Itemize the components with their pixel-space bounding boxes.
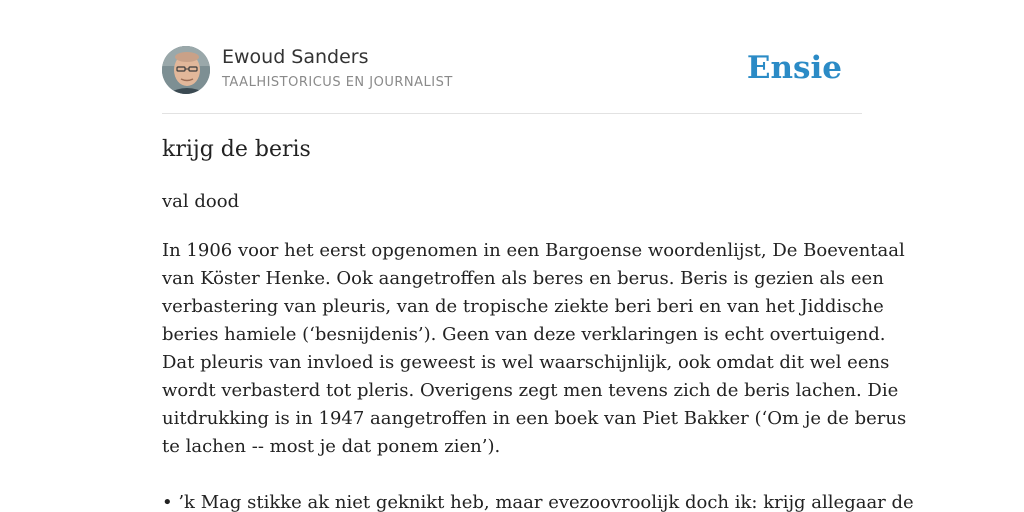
- example-quote: • ’k Mag stikke ak niet geknikt heb, maar evezoovroolijk doch ik: krijg allegaar de: [162, 492, 914, 512]
- author-avatar[interactable]: [162, 46, 210, 94]
- avatar-photo-icon: [162, 46, 210, 94]
- entry-term: krijg de beris: [162, 137, 311, 162]
- body-line: wordt verbasterd tot pleris. Overigens zegt men tevens zich de beris lachen. Die: [162, 380, 899, 401]
- brand-logo[interactable]: Ensie: [746, 50, 842, 86]
- entry-meaning: val dood: [162, 191, 240, 212]
- body-line: te lachen -- most je dat ponem zien’).: [162, 436, 501, 457]
- body-line: van Köster Henke. Ook aangetroffen als beres en berus. Beris is gezien als een: [162, 268, 884, 289]
- header-divider: [162, 113, 862, 114]
- body-line: verbastering van pleuris, van de tropische ziekte beri beri en van het Jiddische: [162, 296, 884, 317]
- body-line: beries hamiele (‘besnijdenis’). Geen van deze verklaringen is echt overtuigend.: [162, 324, 886, 345]
- body-line: Dat pleuris van invloed is geweest is wel waarschijnlijk, ook omdat dit wel eens: [162, 352, 890, 373]
- body-line: uitdrukking is in 1947 aangetroffen in een boek van Piet Bakker (‘Om je de berus: [162, 408, 907, 429]
- author-role: TAALHISTORICUS EN JOURNALIST: [222, 75, 453, 90]
- body-line: In 1906 voor het eerst opgenomen in een Bargoense woordenlijst, De Boeventaal: [162, 240, 905, 261]
- author-name[interactable]: Ewoud Sanders: [222, 46, 369, 68]
- entry-body: [162, 237, 907, 461]
- author-header: [162, 46, 862, 96]
